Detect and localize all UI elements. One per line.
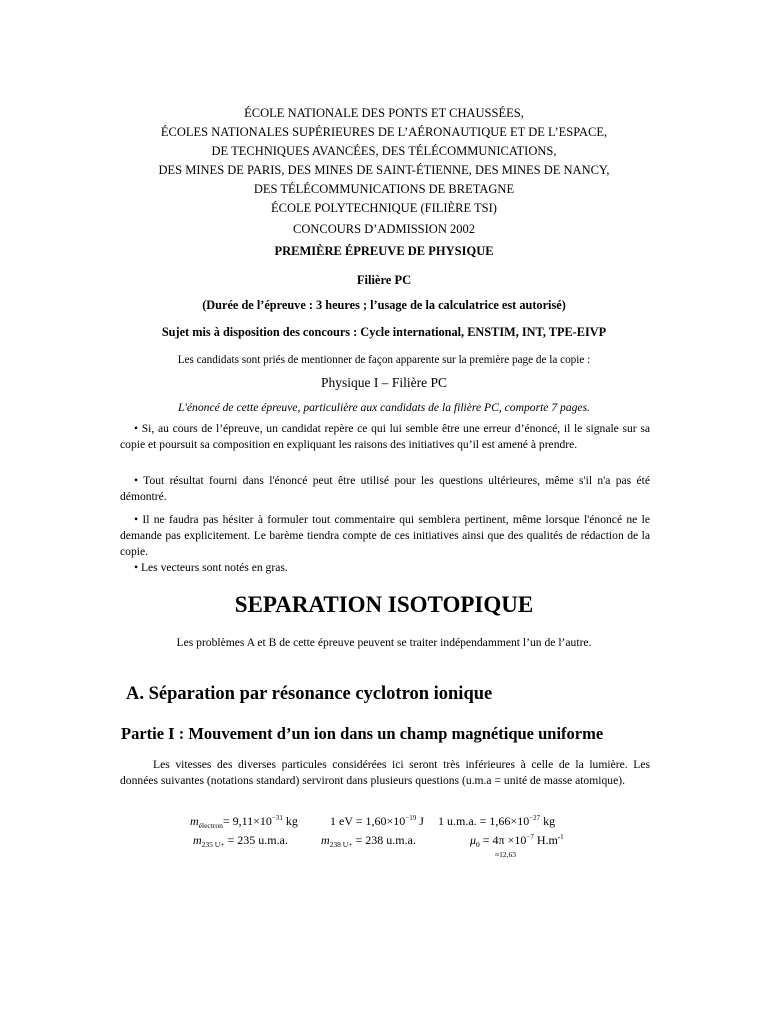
candidats-line: Les candidats sont priés de mentionner de façon apparente sur la première page de la copie : [177,354,591,366]
formula-value: = 4π ×10 [479,833,527,847]
formula-uma [438,814,555,829]
header-line-6: ÉCOLE POLYTECHNIQUE (FILIÈRE TSI) [271,201,497,215]
formula-exponent: −19 [405,814,417,822]
instruction-1: • Si, au cours de l’épreuve, un candidat repère ce qui lui semble être une erreur d’énoncé, il le signale sur sa copie et poursuit sa composition en expliquant les raisons des initiatives qu’il est amené à prendre. [120,422,650,451]
formula-value: = 238 u.m.a. [352,833,416,847]
formula-exponent: −7 [526,833,534,841]
formula-exponent: −31 [271,814,283,822]
instruction-3: • Il ne faudra pas hésiter à formuler tout commentaire qui semblera pertinent, même lorsque l'énoncé ne le demande pas explicitement. Le barème tiendra compte de ces initiatives ainsi que des qualités de rédaction de la copie. [120,513,650,558]
formula-unit: J [416,814,424,828]
instruction-2: • Tout résultat fourni dans l'énoncé peut être utilisé pour les questions ultérieures, même s'il n'a pas été démontré. [120,474,650,503]
formula-value: 1 eV = 1,60×10 [330,814,406,828]
formula-value: 1 u.m.a. = 1,66×10 [438,814,530,828]
header-line-5: DES TÉLÉCOMMUNICATIONS DE BRETAGNE [253,182,515,196]
partie-1-heading: Partie I : Mouvement d’un ion dans un champ magnétique uniforme [121,724,604,743]
formula-mu0-note: ≈12,63 [495,850,516,859]
formula-unit: kg [540,814,556,828]
sujet-line: Sujet mis à disposition des concours : Cycle international, ENSTIM, INT, TPE-EIVP [161,325,607,339]
formula-subscript: 238 U+ [329,840,353,849]
formula-unit-exponent: -1 [557,833,564,841]
formula-m238 [321,833,416,849]
formula-m-electron [190,814,298,830]
problems-note: Les problèmes A et B de cette épreuve peuvent se traiter indépendamment l’un de l’autre. [176,636,592,649]
formula-symbol: m [193,833,202,847]
formula-symbol: m [190,814,199,828]
formula-mu0 [470,833,564,849]
instruction-4: • Les vecteurs sont notés en gras. [134,561,288,574]
concours-line: CONCOURS D’ADMISSION 2002 [293,222,475,236]
header-line-1: ÉCOLE NATIONALE DES PONTS ET CHAUSSÉES, [244,106,524,120]
header-line-4: DES MINES DE PARIS, DES MINES DE SAINT-ÉTIENNE, DES MINES DE NANCY, [158,163,610,177]
formula-value: = 235 u.m.a. [224,833,288,847]
filiere-line: Filière PC [356,273,412,287]
formula-subscript: électron [198,821,223,830]
header-line-2: ÉCOLES NATIONALES SUPÉRIEURES DE L’AÉRONAUTIQUE ET DE L’ESPACE, [160,125,608,139]
formula-symbol: m [321,833,330,847]
formula-subscript: 235 U+ [201,840,225,849]
copie-title: Physique I – Filière PC [320,375,447,390]
enonce-line: L'énoncé de cette épreuve, particulière aux candidats de la filière PC, comporte 7 pages. [177,401,590,414]
formula-ev [330,814,424,829]
header-line-3: DE TECHNIQUES AVANCÉES, DES TÉLÉCOMMUNICATIONS, [211,144,557,158]
formula-unit: H.m [533,833,558,847]
formula-exponent: −27 [529,814,541,822]
duree-line: (Durée de l’épreuve : 3 heures ; l’usage de la calculatrice est autorisé) [202,298,566,312]
epreuve-title: PREMIÈRE ÉPREUVE DE PHYSIQUE [274,244,494,258]
formula-unit: kg [282,814,298,828]
main-title: SEPARATION ISOTOPIQUE [234,592,534,617]
formula-m235 [193,833,288,849]
intro-paragraph: Les vitesses des diverses particules considérées ici seront très inférieures à celle de la lumière. Les données suivantes (notations standard) serviront dans plusieurs questions (u.m.a = unité de masse atomique). [120,758,650,787]
formula-value: = 9,11×10 [222,814,272,828]
section-a-heading: A. Séparation par résonance cyclotron ionique [126,684,493,704]
formula-symbol: μ [470,833,477,847]
formula-subscript: 0 [476,840,480,849]
